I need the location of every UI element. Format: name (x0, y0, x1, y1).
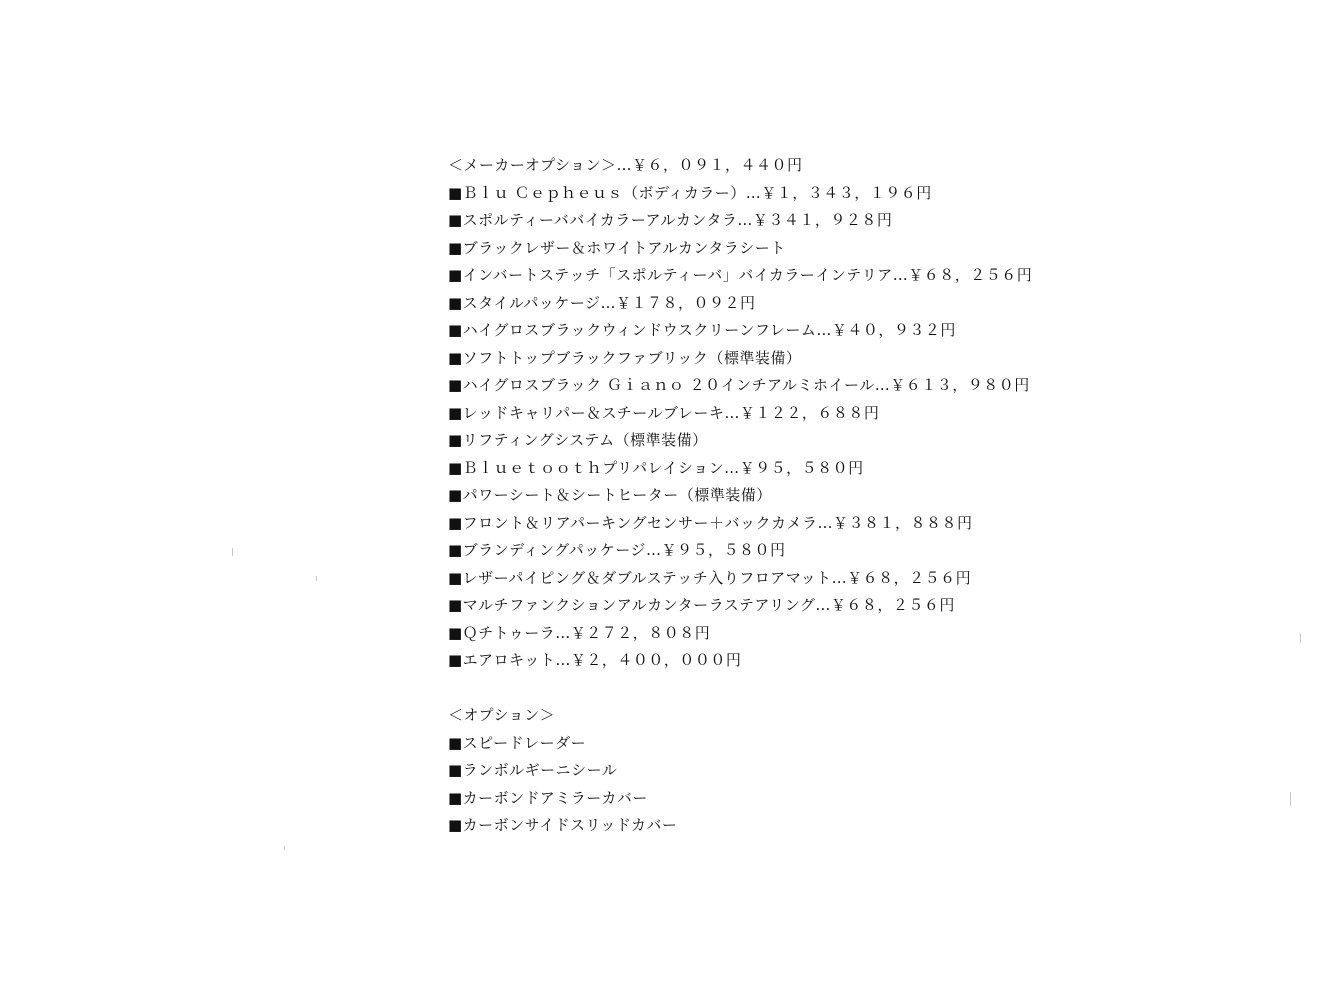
options-list (448, 152, 1288, 840)
maker-option-item: ■フロント＆リアパーキングセンサー＋バックカメラ…￥３８１，８８８円 (448, 513, 973, 532)
option-item: ■カーボンドアミラーカバー (448, 788, 648, 807)
maker-option-item: ■ハイグロスブラックウィンドウスクリーンフレーム…￥４０，９３２円 (448, 321, 956, 339)
maker-options-heading: ＜メーカーオプション＞…￥６，０９１，４４０円 (448, 156, 803, 174)
scan-speck (284, 846, 285, 850)
section-gap (448, 675, 1288, 703)
maker-option-item: ■ブランディングパッケージ…￥９５，５８０円 (448, 541, 786, 559)
option-item: ■カーボンサイドスリッドカバー (448, 816, 678, 834)
scan-speck (316, 576, 317, 581)
maker-option-item: ■ブラックレザー＆ホワイトアルカンタラシート (448, 238, 786, 257)
maker-option-item: ■Ｂｌｕｅｔｏｏｔｈプリパレイション…￥９５，５８０円 (448, 458, 864, 477)
maker-option-item: ■マルチファンクションアルカンターラステアリング…￥６８，２５６円 (448, 596, 955, 614)
scan-speck (232, 548, 233, 556)
maker-option-item: ■ソフトトップブラックファブリック（標準装備） (448, 348, 802, 367)
scan-speck (1300, 633, 1301, 643)
maker-option-item: ■リフティングシステム（標準装備） (448, 431, 708, 449)
maker-option-item: ■レザーパイピング＆ダブルステッチ入りフロアマット…￥６８，２５６円 (448, 568, 972, 587)
maker-option-item: ■スタイルパッケージ…￥１７８，０９２円 (448, 293, 756, 312)
maker-option-item: ■ハイグロスブラック Ｇｉａｎｏ ２０インチアルミホイール…￥６１３，９８０円 (448, 376, 1030, 394)
maker-option-item: ■レッドキャリパー＆スチールブレーキ…￥１２２，６８８円 (448, 403, 880, 422)
options-heading: ＜オプション＞ (448, 706, 556, 724)
maker-option-item: ■パワーシート＆シートヒーター（標準装備） (448, 486, 772, 504)
maker-option-item: ■Ｑチトゥーラ…￥２７２，８０８円 (448, 623, 711, 642)
maker-option-item: ■Ｂｌｕ Ｃｅｐｈｅｕｓ（ボディカラー）…￥１，３４３，１９６円 (448, 183, 932, 202)
maker-option-item: ■インバートステッチ「スポルティーバ」バイカラーインテリア…￥６８，２５６円 (448, 266, 1033, 284)
option-item: ■ランボルギーニシール (448, 761, 618, 779)
scan-speck (1290, 792, 1291, 806)
maker-option-item: ■エアロキット…￥２，４００，０００円 (448, 651, 742, 669)
option-item: ■スピードレーダー (448, 733, 587, 752)
maker-option-item: ■スポルティーババイカラーアルカンタラ…￥３４１，９２８円 (448, 211, 893, 229)
